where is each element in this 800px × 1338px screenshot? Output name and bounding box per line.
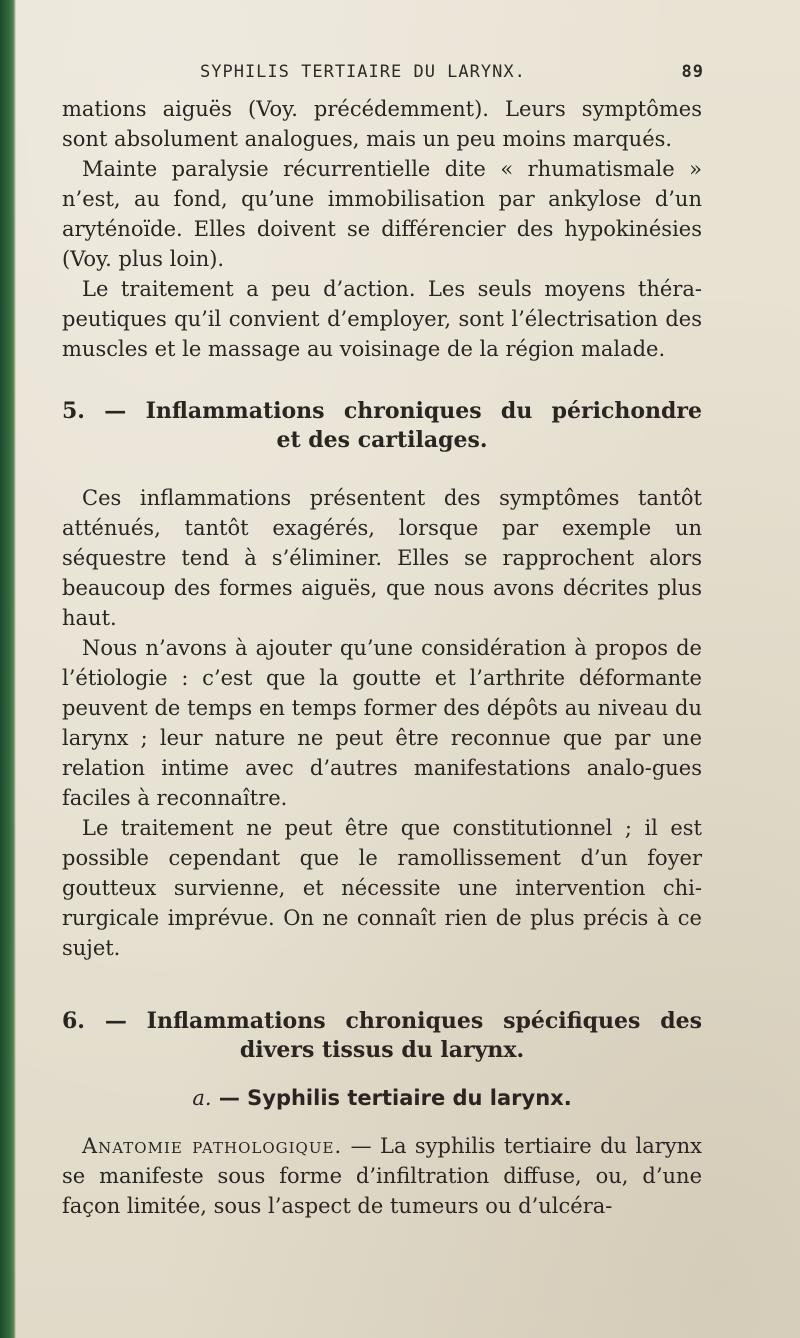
section-heading-line: 5. — Inflammations chroniques du périchondre [62, 398, 702, 424]
section-heading-line: 6. — Inflammations chroniques spécifiques des [62, 1008, 702, 1034]
page-number: 89 [681, 62, 704, 82]
paragraph: Le traitement ne peut être que constitutionnel ; il est possible cependant que le ramollissement d’un foyer goutteux survienne, et nécessite une intervention chi-rurgicale imprévue. On ne connaît rien de plus précis à ce sujet. [62, 816, 702, 960]
page-body [62, 94, 702, 1221]
lead-in-label: Anatomie pathologique. [82, 1134, 343, 1158]
paragraph: mations aiguës (Voy. précédemment). Leurs symptômes sont absolument analogues, mais un peu moins marqués. [62, 97, 702, 151]
section-heading [62, 397, 702, 455]
paragraph-text: — La syphilis tertiaire du larynx se manifeste sous forme d’infiltration diffuse, ou, d’une façon limitée, sous l’aspect de tumeurs ou d’ulcéra- [62, 1134, 702, 1218]
paragraph: Le traitement a peu d’action. Les seuls moyens théra-peutiques qu’il convient d’employer, sont l’électrisation des muscles et le massage au voisinage de la région malade. [62, 277, 702, 361]
section-heading [62, 1007, 702, 1065]
section-heading-line: et des cartilages. [276, 427, 488, 453]
running-header [200, 62, 704, 84]
subsection-title: — Syphilis tertiaire du larynx. [218, 1086, 572, 1110]
paragraph: Nous n’avons à ajouter qu’une considération à propos de l’étiologie : c’est que la goutte et l’arthrite déformante peuvent de temps en temps former des dépôts au niveau du larynx ; leur nature ne peut être reconnue que par une relation intime avec d’autres manifestations analo-gues faciles à reconnaître. [62, 636, 702, 810]
paragraph: Mainte paralysie récurrentielle dite « rhumatismale » n’est, au fond, qu’une immobilisation par ankylose d’un aryténoïde. Elles doivent se différencier des hypokinésies (Voy. plus loin). [62, 157, 702, 271]
section-heading-line: divers tissus du larynx. [239, 1037, 525, 1063]
subsection-marker: a. [192, 1086, 212, 1110]
subsection-heading [62, 1083, 702, 1113]
binding-edge [0, 0, 16, 1338]
running-title: SYPHILIS TERTIAIRE DU LARYNX. [200, 62, 526, 82]
paragraph: Ces inflammations présentent des symptômes tantôt atténués, tantôt exagérés, lorsque par exemple un séquestre tend à s’éliminer. Elles se rapprochent alors beaucoup des formes aiguës, que nous avons décrites plus haut. [62, 486, 702, 630]
paragraph [62, 1131, 702, 1221]
